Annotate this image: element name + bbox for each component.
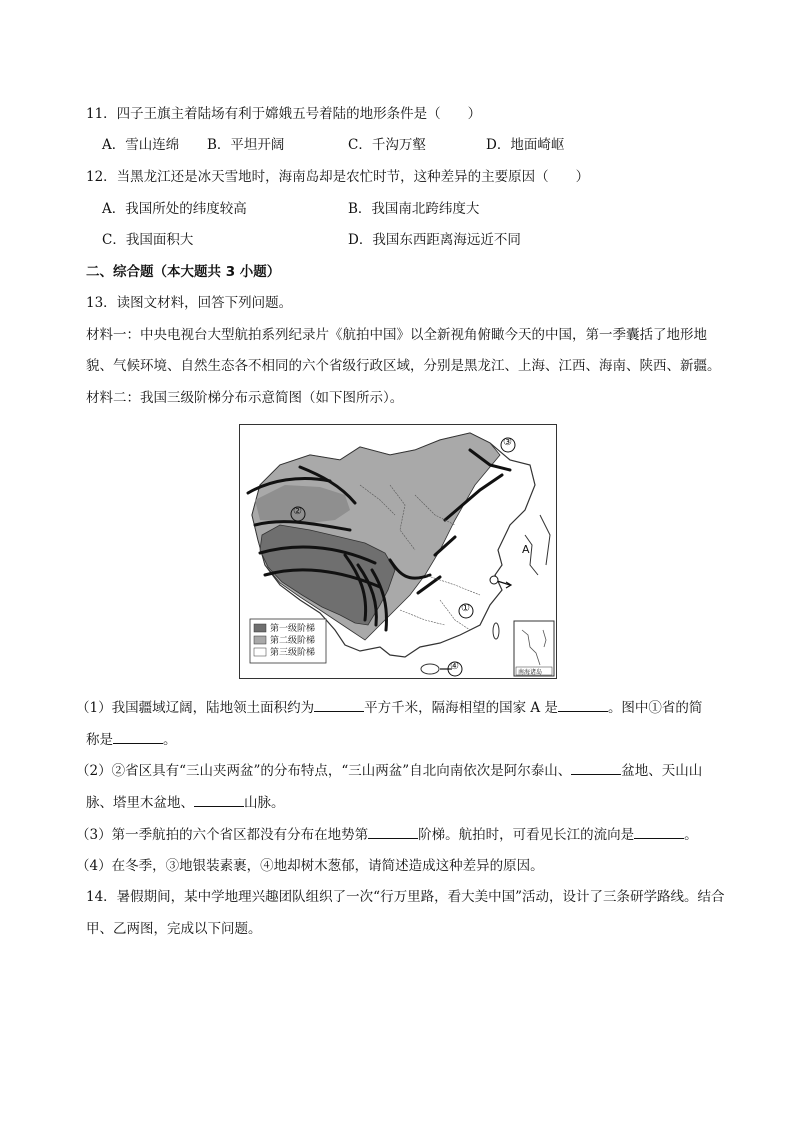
map-label-3: ③: [503, 437, 512, 448]
blank-tier[interactable]: [368, 824, 418, 839]
q13-p1-line2: [86, 729, 177, 750]
q13-p2-text-d: 山脉。: [244, 795, 285, 811]
blank-basin[interactable]: [571, 760, 621, 775]
q13-p3-line: [76, 824, 698, 845]
map-label-2: ②: [293, 506, 302, 517]
q13-material1-line2: 貌、气候环境、自然生态各不相同的六个省级行政区域，分别是黑龙江、上海、江西、海南、陕西、新疆。: [86, 358, 721, 374]
blank-river-direction[interactable]: [634, 824, 684, 839]
map-label-1: ①: [461, 603, 470, 614]
inset-label: 南海诸岛: [518, 669, 543, 676]
q13-p2-text-c: 脉、塔里木盆地、: [86, 795, 194, 811]
q13-stem: 13．读图文材料，回答下列问题。: [86, 295, 293, 311]
blank-country-a[interactable]: [558, 697, 608, 712]
q12-option-a: A．我国所处的纬度较高: [102, 201, 247, 217]
q13-p1-text-a: （1）我国疆域辽阔，陆地领土面积约为: [76, 700, 315, 716]
q11-stem: 11．四子王旗主着陆场有利于嫦娥五号着陆的地形条件是（ ）: [86, 106, 482, 122]
legend-tier1: 第一级阶梯: [270, 624, 316, 634]
q12-stem: 12．当黑龙江还是冰天雪地时，海南岛却是农忙时节，这种差异的主要原因（ ）: [86, 169, 590, 185]
q13-material1-line1: 材料一：中央电视台大型航拍系列纪录片《航拍中国》以全新视角俯瞰今天的中国，第一季囊括了地形地: [86, 327, 707, 343]
q13-p4: （4）在冬季，③地银装素裹，④地却树木葱郁，请简述造成这种差异的原因。: [76, 858, 544, 874]
q14-line2: 甲、乙两图，完成以下问题。: [86, 921, 262, 937]
q12-option-c: C．我国面积大: [102, 232, 194, 248]
legend-tier3: 第三级阶梯: [270, 648, 316, 658]
q13-p2-line1: [76, 760, 702, 781]
q13-p1-text-b: 平方千米，隔海相望的国家 A 是: [364, 700, 558, 716]
blank-province-abbr[interactable]: [113, 729, 163, 744]
blank-mountain[interactable]: [194, 792, 244, 807]
q13-p1-line1: [76, 697, 702, 718]
map-label-a: A: [522, 543, 530, 556]
terrain-tiers-map: [239, 424, 557, 679]
q11-option-a: A．雪山连绵: [102, 137, 180, 153]
q13-p1-text-e: 。: [163, 732, 177, 748]
q11-option-c: C．千沟万壑: [348, 137, 426, 153]
q14-line1: 14．暑假期间，某中学地理兴趣团队组织了一次“行万里路，看大美中国”活动，设计了三条研学路线。结合: [86, 889, 725, 905]
q13-p3-text-a: （3）第一季航拍的六个省区都没有分布在地势第: [76, 827, 369, 843]
q13-p2-text-a: （2）②省区具有“三山夹两盆”的分布特点，“三山两盆”自北向南依次是阿尔泰山、: [76, 763, 572, 779]
q13-p3-text-c: 。: [684, 827, 698, 843]
q13-p1-text-c: 。图中①省的简: [607, 700, 703, 716]
q13-p2-line2: [86, 792, 285, 813]
q13-p2-text-b: 盆地、天山山: [621, 763, 703, 779]
q13-p3-text-b: 阶梯。航拍时，可看见长江的流向是: [418, 827, 635, 843]
legend-tier2: 第二级阶梯: [270, 636, 316, 646]
q12-option-b: B．我国南北跨纬度大: [348, 201, 480, 217]
q13-material2: 材料二：我国三级阶梯分布示意简图（如下图所示）。: [86, 390, 404, 406]
q12-option-d: D．我国东西距离海远近不同: [348, 232, 521, 248]
map-label-4: ④: [450, 661, 459, 672]
q13-p1-text-d: 称是: [86, 732, 113, 748]
section-title: 二、综合题（本大题共 3 小题）: [86, 264, 281, 280]
blank-land-area[interactable]: [314, 697, 364, 712]
hainan-island: [421, 664, 439, 674]
q11-option-d: D．地面崎岖: [486, 137, 565, 153]
q11-option-b: B．平坦开阔: [207, 137, 285, 153]
